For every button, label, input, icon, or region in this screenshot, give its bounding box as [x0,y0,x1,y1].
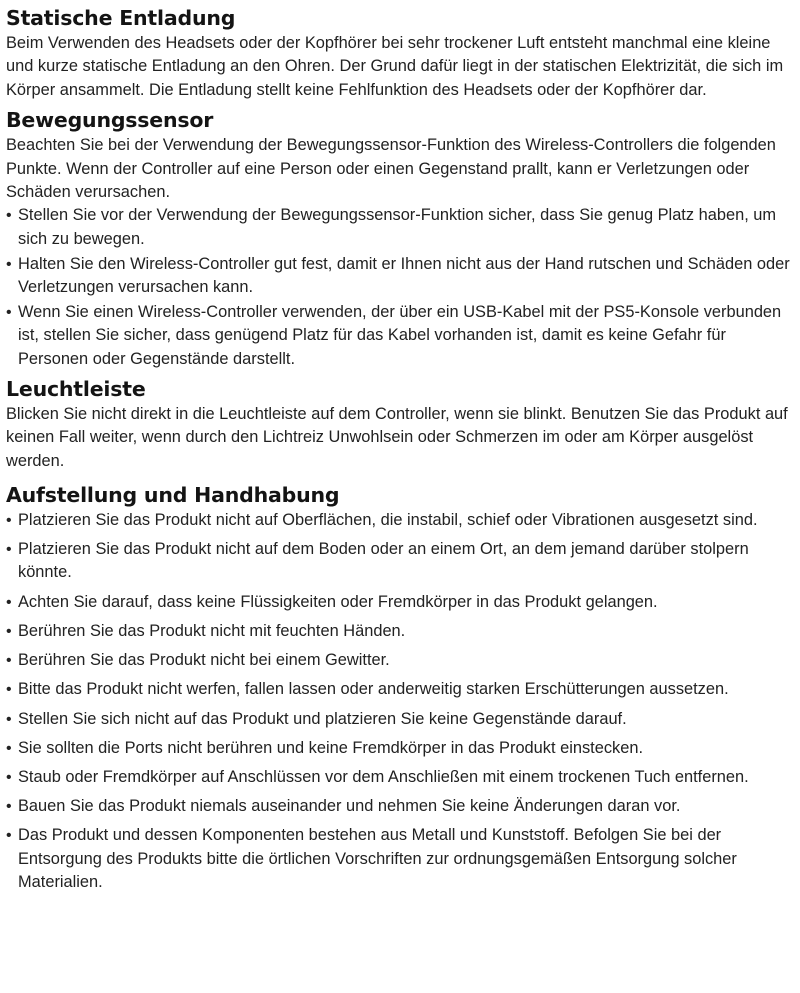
list-item: • Das Produkt und dessen Komponenten bestehen aus Metall und Kunststoff. Befolgen Sie bei der Entsorgung des Produkts bitte die örtlichen Vorschriften zur ordnungsgemäßen Entsorgung solcher Materialien. [6,824,794,894]
section-motion-sensor [6,106,794,371]
list-item: • Stellen Sie sich nicht auf das Produkt und platzieren Sie keine Gegenstände darauf. [6,708,794,731]
paragraph-motion-sensor: Beachten Sie bei der Verwendung der Bewegungssensor-Funktion des Wireless-Controllers die folgenden Punkte. Wenn der Controller auf eine Person oder einen Gegenstand prallt, kann er Verletzungen oder Schäden verursachen. [6,136,776,202]
list-item: • Wenn Sie einen Wireless-Controller verwenden, der über ein USB-Kabel mit der PS5-Konsole verbunden ist, stellen Sie sicher, dass genügend Platz für das Kabel vorhanden ist, damit es keine Gefahr für Personen oder Gegenstände darstellt. [6,301,794,371]
list-item: • Sie sollten die Ports nicht berühren und keine Fremdkörper in das Produkt einstecken. [6,737,794,760]
heading-placement-handling: Aufstellung und Handhabung [6,483,340,508]
list-item: • Berühren Sie das Produkt nicht mit feuchten Händen. [6,620,794,643]
list-item: • Halten Sie den Wireless-Controller gut fest, damit er Ihnen nicht aus der Hand rutschen und Schäden oder Verletzungen verursachen kann. [6,253,794,299]
list-item: • Platzieren Sie das Produkt nicht auf dem Boden oder an einem Ort, an dem jemand darüber stolpern könnte. [6,538,794,584]
heading-light-bar: Leuchtleiste [6,376,146,401]
list-item: • Berühren Sie das Produkt nicht bei einem Gewitter. [6,649,794,672]
paragraph-static-discharge: Beim Verwenden des Headsets oder der Kopfhörer bei sehr trockener Luft entsteht manchmal eine kleine und kurze statische Entladung an den Ohren. Der Grund dafür liegt in der statischen Elektrizität, die sich im Körper ansammelt. Die Entladung stellt keine Fehlfunktion des Headsets oder der Kopfhörer dar. [6,34,784,99]
list-item: • Achten Sie darauf, dass keine Flüssigkeiten oder Fremdkörper in das Produkt gelangen. [6,591,794,614]
heading-motion-sensor: Bewegungssensor [6,108,214,133]
list-item: • Stellen Sie vor der Verwendung der Bewegungssensor-Funktion sicher, dass Sie genug Platz haben, um sich zu bewegen. [6,204,794,250]
list-item: • Bauen Sie das Produkt niemals auseinander und nehmen Sie keine Änderungen daran vor. [6,795,794,818]
list-item: • Staub oder Fremdkörper auf Anschlüssen vor dem Anschließen mit einem trockenen Tuch entfernen. [6,766,794,789]
section-static-discharge [6,4,794,102]
section-light-bar [6,375,794,473]
paragraph-light-bar: Blicken Sie nicht direkt in die Leuchtleiste auf dem Controller, wenn sie blinkt. Benutzen Sie das Produkt auf keinen Fall weiter, wenn durch den Lichtreiz Unwohlsein oder Schmerzen im oder am Körper ausgelöst werden. [6,404,788,470]
heading-static-discharge: Statische Entladung [6,6,236,30]
section-placement-handling [6,481,794,894]
list-item: • Platzieren Sie das Produkt nicht auf Oberflächen, die instabil, schief oder Vibrationen ausgesetzt sind. [6,509,794,532]
placement-handling-list [6,509,794,894]
motion-sensor-list [6,204,794,370]
list-item: • Bitte das Produkt nicht werfen, fallen lassen oder anderweitig starken Erschütterungen aussetzen. [6,678,794,701]
